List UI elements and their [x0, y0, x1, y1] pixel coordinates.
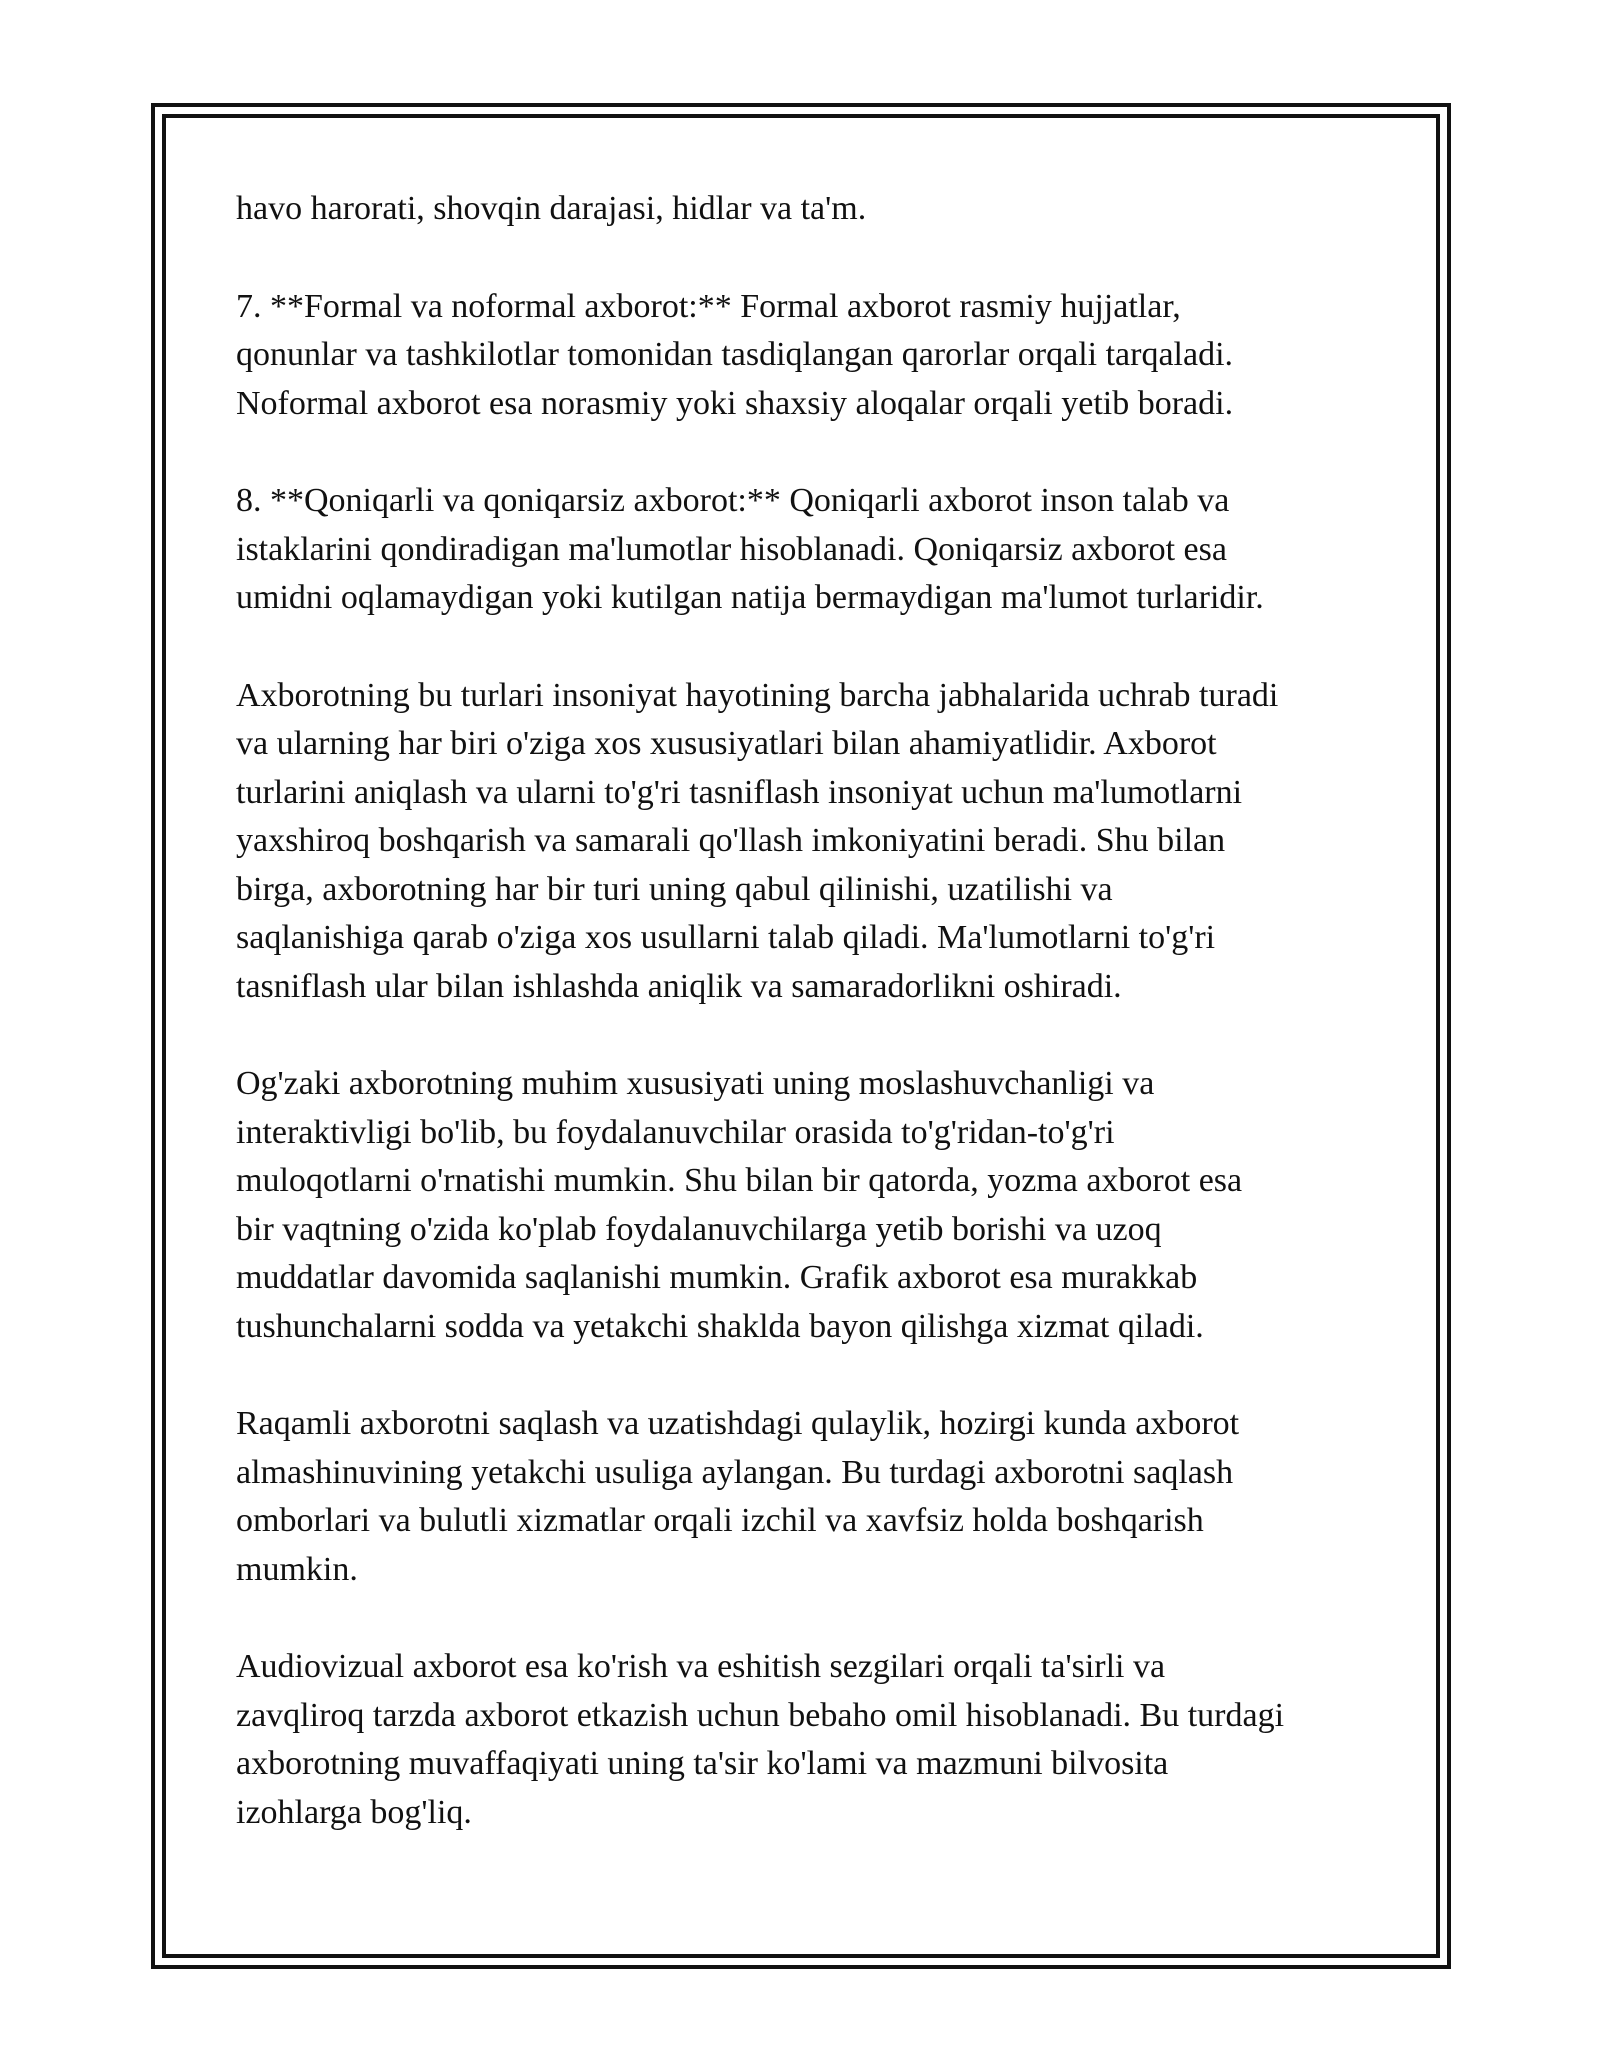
- paragraph-digital: [236, 1400, 1386, 1594]
- text-line: turlarini aniqlash va ularni to'g'ri tasniflash insoniyat uchun ma'lumotlarni: [236, 773, 1243, 811]
- text-line: havo harorati, shovqin darajasi, hidlar va ta'm.: [236, 190, 867, 227]
- text-line: Noformal axborot esa norasmiy yoki shaxsiy aloqalar orqali yetib boradi.: [236, 384, 1234, 422]
- text-line: Axborotning bu turlari insoniyat hayotining barcha jabhalarida uchrab turadi: [236, 676, 1279, 714]
- text-line: Audiovizual axborot esa ko'rish va eshitish sezgilari orqali ta'sirli va: [236, 1648, 1166, 1685]
- text-line: mumkin.: [236, 1550, 358, 1588]
- text-line: saqlanishiga qarab o'ziga xos usullarni talab qiladi. Ma'lumotlarni to'g'ri: [236, 919, 1216, 956]
- text-line: qonunlar va tashkilotlar tomonidan tasdiqlangan qarorlar orqali tarqaladi.: [236, 336, 1234, 373]
- document-body: [236, 185, 1386, 1886]
- text-line: Raqamli axborotni saqlash va uzatishdagi qulaylik, hozirgi kunda axborot: [236, 1405, 1240, 1442]
- text-line: izohlarga bog'liq.: [236, 1793, 472, 1831]
- text-line: istaklarini qondiradigan ma'lumotlar hisoblanadi. Qoniqarsiz axborot esa: [236, 530, 1227, 568]
- text-line: muloqotlarni o'rnatishi mumkin. Shu bilan bir qatorda, yozma axborot esa: [236, 1162, 1243, 1199]
- text-line: birga, axborotning har bir turi uning qabul qilinishi, uzatilishi va: [236, 870, 1113, 908]
- text-line: axborotning muvaffaqiyati uning ta'sir ko'lami va mazmuni bilvosita: [236, 1745, 1169, 1782]
- paragraph-oral-written: [236, 1060, 1386, 1351]
- text-line: tushunchalarni sodda va yetakchi shaklda bayon qilishga xizmat qiladi.: [236, 1307, 1204, 1345]
- text-line: 8. **Qoniqarli va qoniqarsiz axborot:** Qoniqarli axborot inson talab va: [236, 482, 1230, 519]
- text-line: almashinuvining yetakchi usuliga aylangan. Bu turdagi axborotni saqlash: [236, 1453, 1234, 1491]
- text-line: umidni oqlamaydigan yoki kutilgan natija bermaydigan ma'lumot turlaridir.: [236, 579, 1264, 616]
- text-line: 7. **Formal va noformal axborot:** Formal axborot rasmiy hujjatlar,: [236, 287, 1181, 325]
- paragraph-audiovisual: [236, 1643, 1386, 1837]
- text-line: bir vaqtning o'zida ko'plab foydalanuvchilarga yetib borishi va uzoq: [236, 1210, 1162, 1248]
- text-line: muddatlar davomida saqlanishi mumkin. Grafik axborot esa murakkab: [236, 1259, 1198, 1296]
- paragraph-types-summary: [236, 672, 1386, 1012]
- text-line: yaxshiroq boshqarish va samarali qo'llash imkoniyatini beradi. Shu bilan: [236, 822, 1226, 859]
- text-line: interaktivligi bo'lib, bu foydalanuvchilar orasida to'g'ridan-to'g'ri: [236, 1113, 1115, 1151]
- text-line: omborlari va bulutli xizmatlar orqali izchil va xavfsiz holda boshqarish: [236, 1502, 1204, 1539]
- paragraph-satisfactory: [236, 477, 1386, 623]
- text-line: Og'zaki axborotning muhim xususiyati uning moslashuvchanligi va: [236, 1065, 1155, 1102]
- paragraph-continuation: [236, 185, 1386, 234]
- text-line: tasniflash ular bilan ishlashda aniqlik va samaradorlikni oshiradi.: [236, 967, 1122, 1005]
- text-line: va ularning har biri o'ziga xos xususiyatlari bilan ahamiyatlidir. Axborot: [236, 725, 1217, 762]
- text-line: zavqliroq tarzda axborot etkazish uchun bebaho omil hisoblanadi. Bu turdagi: [236, 1696, 1285, 1734]
- paragraph-formal-informal: [236, 283, 1386, 429]
